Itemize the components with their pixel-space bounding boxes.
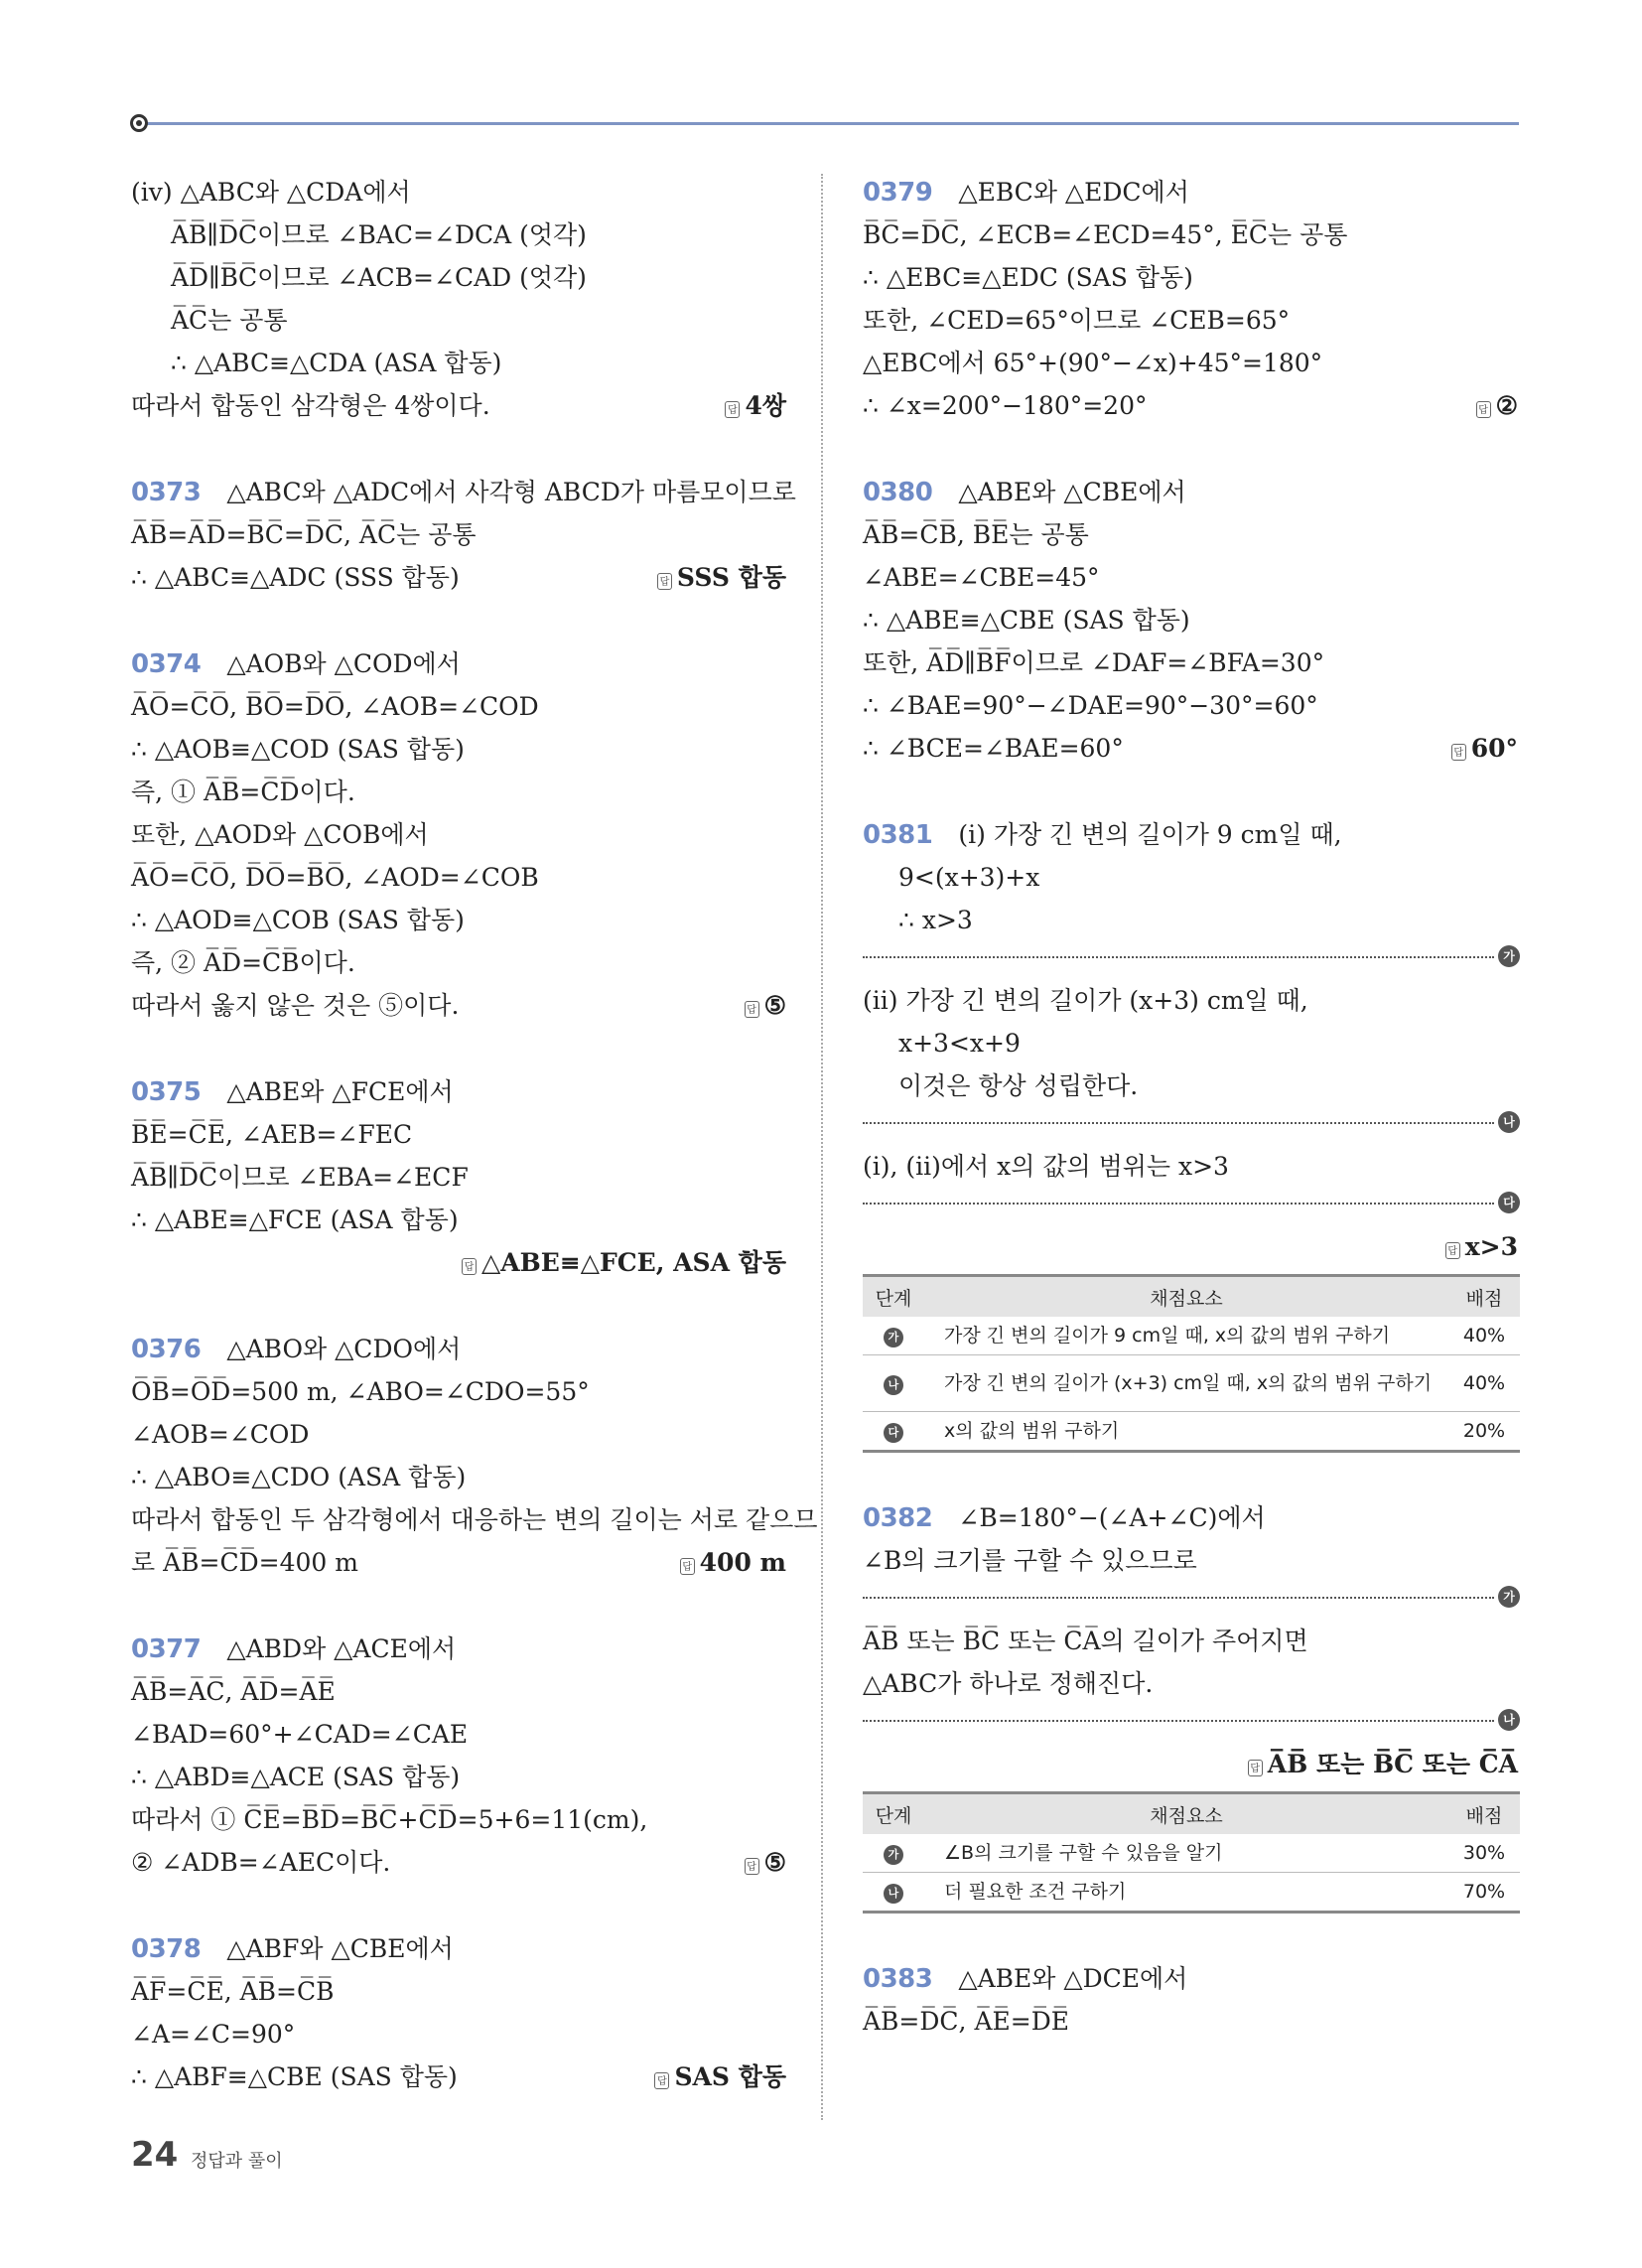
text: 로 A̅B̅=C̅D̅=400 m	[131, 1548, 358, 1577]
step-separator	[863, 1192, 1520, 1215]
text-line: 또한, △AOD와 △COB에서	[131, 820, 429, 849]
text-line: ∴ △AOD≡△COB (SAS 합동)	[131, 906, 465, 934]
text-line: A̅B̅∥D̅C̅이므로 ∠BAC=∠DCA (엇각)	[171, 220, 587, 249]
problem-number: 0377	[131, 1634, 202, 1664]
table-cell: 40%	[1448, 1355, 1520, 1412]
step-da-icon: 다	[1498, 1192, 1520, 1213]
text: ∴ △ABF≡△CBE (SAS 합동)	[131, 2062, 458, 2091]
scoring-table	[863, 1274, 1520, 1453]
table-cell: 더 필요한 조건 구하기	[924, 1873, 1448, 1913]
text-line: A̅F̅=C̅E̅, A̅B̅=C̅B̅	[131, 1977, 335, 2006]
text-line: A̅O̅=C̅O̅, D̅O̅=B̅O̅, ∠AOD=∠COB	[131, 863, 539, 892]
text-line: (ⅱ) 가장 긴 변의 길이가 (x+3) cm일 때,	[863, 986, 1308, 1015]
table-header: 배점	[1448, 1793, 1520, 1835]
answer-mark-icon: 답	[745, 1858, 759, 1875]
solution-0377	[131, 1628, 788, 1884]
answer-value: △ABE≡△FCE, ASA 합동	[481, 1248, 786, 1277]
text-line: A̅O̅=C̅O̅, B̅O̅=D̅O̅, ∠AOB=∠COD	[131, 692, 539, 721]
text-line: 따라서 합동인 두 삼각형에서 대응하는 변의 길이는 서로 같으므	[131, 1505, 818, 1534]
answer	[725, 384, 786, 427]
text-line: ∴ ∠BAE=90°−∠DAE=90°−30°=60°	[863, 691, 1318, 720]
table-header: 단계	[863, 1793, 924, 1835]
text-line: A̅B̅=D̅C̅, A̅E̅=D̅E̅	[863, 2007, 1069, 2036]
text-line: 또한, ∠CED=65°이므로 ∠CEB=65°	[863, 306, 1291, 335]
text-line: ∠B의 크기를 구할 수 있으므로	[863, 1546, 1197, 1575]
text-line: A̅B̅=A̅C̅, A̅D̅=A̅E̅	[131, 1677, 336, 1706]
text-line: (ⅰ), (ⅱ)에서 x의 값의 범위는 x>3	[863, 1152, 1229, 1181]
text-line: A̅B̅=A̅D̅=B̅C̅=D̅C̅, A̅C̅는 공통	[131, 520, 477, 549]
text-line: 이것은 항상 성립한다.	[898, 1071, 1139, 1100]
answer	[657, 556, 786, 599]
table-cell: 70%	[1448, 1873, 1520, 1913]
text-line: (ⅳ) △ABC와 △CDA에서	[131, 178, 411, 207]
text-line: 또한, A̅D̅∥B̅F̅이므로 ∠DAF=∠BFA=30°	[863, 648, 1325, 677]
answer-mark-icon: 답	[1248, 1760, 1263, 1776]
table-cell: x의 값의 범위 구하기	[924, 1412, 1448, 1452]
table-row	[863, 1355, 1520, 1412]
answer	[745, 984, 786, 1027]
text-line: 즉, ① A̅B̅=C̅D̅이다.	[131, 778, 355, 806]
step-separator	[863, 1111, 1520, 1135]
problem-number: 0376	[131, 1335, 202, 1364]
problem-number: 0374	[131, 649, 202, 679]
table-header: 배점	[1448, 1276, 1520, 1318]
answer	[680, 1541, 786, 1584]
text: △AOB와 △COD에서	[226, 649, 461, 678]
problem-number: 0380	[863, 478, 933, 507]
text: 따라서 합동인 삼각형은 4쌍이다.	[131, 391, 490, 420]
table-row	[863, 1873, 1520, 1913]
text-line: ∴ △ABE≡△FCE (ASA 합동)	[131, 1205, 459, 1234]
step-na-icon: 나	[1498, 1111, 1520, 1133]
text: ∠B=180°−(∠A+∠C)에서	[958, 1503, 1266, 1532]
answer-value: 60°	[1470, 734, 1518, 763]
table-cell: 가장 긴 변의 길이가 9 cm일 때, x의 값의 범위 구하기	[924, 1317, 1448, 1355]
answer-mark-icon: 답	[745, 1001, 759, 1018]
step-ga-icon: 가	[884, 1328, 903, 1347]
answer	[1248, 1743, 1518, 1785]
solution-0375	[131, 1070, 788, 1284]
text-line	[131, 384, 788, 427]
problem-number: 0381	[863, 820, 933, 850]
problem-number: 0378	[131, 1934, 202, 1964]
text-line: 따라서 ① C̅E̅=B̅D̅=B̅C̅+C̅D̅=5+6=11(cm),	[131, 1805, 648, 1834]
answer-value: SSS 합동	[676, 563, 786, 592]
text-line: A̅D̅∥B̅C̅이므로 ∠ACB=∠CAD (엇각)	[171, 263, 587, 292]
text: ∴ △ABC≡△ADC (SSS 합동)	[131, 563, 460, 592]
answer	[1451, 727, 1518, 770]
answer	[1445, 1225, 1518, 1268]
header-rule	[139, 122, 1519, 125]
solution-0382	[863, 1496, 1520, 1914]
text: ∴ ∠BCE=∠BAE=60°	[863, 734, 1124, 763]
text-line: O̅B̅=O̅D̅=500 m, ∠ABO=∠CDO=55°	[131, 1377, 590, 1406]
table-header: 단계	[863, 1276, 924, 1318]
step-separator	[863, 1709, 1520, 1733]
answer	[462, 1241, 786, 1284]
text-line: A̅B̅∥D̅C̅이므로 ∠EBA=∠ECF	[131, 1163, 469, 1192]
problem-number: 0375	[131, 1077, 202, 1107]
text: △ABE와 △FCE에서	[226, 1077, 454, 1106]
answer-value: A̅B̅ 또는 B̅C̅ 또는 C̅A̅	[1267, 1750, 1518, 1778]
answer-mark-icon: 답	[1445, 1242, 1460, 1259]
solution-0374	[131, 642, 788, 1027]
solution-0378	[131, 1927, 788, 2098]
answer-value: ②	[1495, 391, 1518, 420]
text-line: △EBC에서 65°+(90°−∠x)+45°=180°	[863, 349, 1323, 377]
text: △ABC와 △ADC에서 사각형 ABCD가 마름모이므로	[226, 478, 796, 506]
step-separator	[863, 945, 1520, 969]
text: △EBC와 △EDC에서	[958, 178, 1189, 207]
solution-0380	[863, 471, 1520, 770]
scoring-table	[863, 1791, 1520, 1914]
answer-mark-icon: 답	[657, 573, 672, 590]
solution-0383	[863, 1957, 1520, 2043]
answer-mark-icon: 답	[1451, 744, 1466, 761]
text-line: A̅C̅는 공통	[171, 306, 288, 335]
footer-title: 정답과 풀이	[191, 2151, 283, 2172]
text: ② ∠ADB=∠AEC이다.	[131, 1848, 391, 1877]
text-line: 즉, ② A̅D̅=C̅B̅이다.	[131, 948, 355, 977]
answer-mark-icon: 답	[725, 401, 740, 418]
solution-0379	[863, 171, 1520, 427]
text: △ABD와 △ACE에서	[226, 1634, 457, 1663]
step-na-icon: 나	[884, 1884, 903, 1904]
text: △ABF와 △CBE에서	[226, 1934, 454, 1963]
answer-value: ⑤	[763, 991, 786, 1020]
step-na-icon: 나	[1498, 1709, 1520, 1731]
text-line: A̅B̅=C̅B̅, B̅E̅는 공통	[863, 520, 1089, 549]
answer	[1476, 384, 1518, 427]
step-ga-icon: 가	[884, 1845, 903, 1865]
step-na-icon: 나	[884, 1375, 903, 1395]
page-number: 24	[131, 2135, 179, 2175]
text: △ABE와 △CBE에서	[958, 478, 1186, 506]
answer-value: 4쌍	[745, 391, 786, 420]
solution-0381	[863, 813, 1520, 1453]
text-line: ∴ △AOB≡△COD (SAS 합동)	[131, 735, 465, 764]
text-line: △ABC가 하나로 정해진다.	[863, 1669, 1154, 1698]
text-line: ∠AOB=∠COD	[131, 1420, 310, 1449]
step-separator	[863, 1586, 1520, 1610]
text-line: ∴ △ABO≡△CDO (ASA 합동)	[131, 1463, 467, 1491]
table-cell: 40%	[1448, 1317, 1520, 1355]
solution-0376	[131, 1328, 818, 1584]
text: △ABO와 △CDO에서	[226, 1335, 462, 1363]
table-cell: 30%	[1448, 1834, 1520, 1873]
answer-value: ⑤	[763, 1848, 786, 1877]
answer-mark-icon: 답	[654, 2072, 669, 2089]
text-line: ∠BAD=60°+∠CAD=∠CAE	[131, 1720, 469, 1749]
answer-value: SAS 합동	[674, 2062, 786, 2091]
answer-mark-icon: 답	[1476, 401, 1491, 418]
text-line: ∴ △ABE≡△CBE (SAS 합동)	[863, 606, 1190, 635]
table-cell: 20%	[1448, 1412, 1520, 1452]
text-line: ∴ x>3	[898, 906, 973, 934]
problem-number: 0383	[863, 1964, 933, 1994]
solution-0372-cont	[131, 171, 788, 427]
text-line: B̅C̅=D̅C̅, ∠ECB=∠ECD=45°, E̅C̅는 공통	[863, 220, 1348, 249]
text-line: B̅E̅=C̅E̅, ∠AEB=∠FEC	[131, 1120, 413, 1149]
header-dot-icon	[130, 114, 148, 132]
text-line: x+3<x+9	[898, 1029, 1021, 1058]
table-row	[863, 1317, 1520, 1355]
table-cell: 가장 긴 변의 길이가 (x+3) cm일 때, x의 값의 범위 구하기	[924, 1355, 1448, 1412]
table-header: 채점요소	[924, 1276, 1448, 1318]
answer-mark-icon: 답	[462, 1258, 477, 1275]
text: 따라서 옳지 않은 것은 ⑤이다.	[131, 991, 460, 1020]
text: (ⅰ) 가장 긴 변의 길이가 9 cm일 때,	[958, 820, 1342, 849]
table-row	[863, 1834, 1520, 1873]
answer	[654, 2055, 786, 2098]
text-line: ∴ △ABC≡△CDA (ASA 합동)	[171, 349, 502, 377]
text-line: A̅B̅ 또는 B̅C̅ 또는 C̅A̅의 길이가 주어지면	[863, 1627, 1308, 1655]
answer-mark-icon: 답	[680, 1558, 695, 1575]
text-line: 9<(x+3)+x	[898, 863, 1040, 892]
table-row	[863, 1412, 1520, 1452]
right-column	[863, 171, 1520, 2043]
text: △ABE와 △DCE에서	[958, 1964, 1188, 1993]
text-line: ∠A=∠C=90°	[131, 2020, 296, 2049]
problem-number: 0373	[131, 478, 202, 507]
table-cell: ∠B의 크기를 구할 수 있음을 알기	[924, 1834, 1448, 1873]
text-line: ∠ABE=∠CBE=45°	[863, 563, 1100, 592]
problem-number: 0382	[863, 1503, 933, 1533]
step-ga-icon: 가	[1498, 945, 1520, 967]
table-header: 채점요소	[924, 1793, 1448, 1835]
step-da-icon: 다	[884, 1423, 903, 1443]
left-column	[131, 171, 818, 2098]
text-line: ∴ △EBC≡△EDC (SAS 합동)	[863, 263, 1193, 292]
step-ga-icon: 가	[1498, 1586, 1520, 1608]
answer	[745, 1841, 786, 1884]
problem-number: 0379	[863, 178, 933, 208]
solution-0373	[131, 471, 796, 599]
text: ∴ ∠x=200°−180°=20°	[863, 391, 1148, 420]
column-divider	[821, 174, 823, 2120]
answer-value: 400 m	[699, 1548, 786, 1577]
answer-value: x>3	[1464, 1232, 1518, 1261]
text-line: ∴ △ABD≡△ACE (SAS 합동)	[131, 1763, 461, 1791]
